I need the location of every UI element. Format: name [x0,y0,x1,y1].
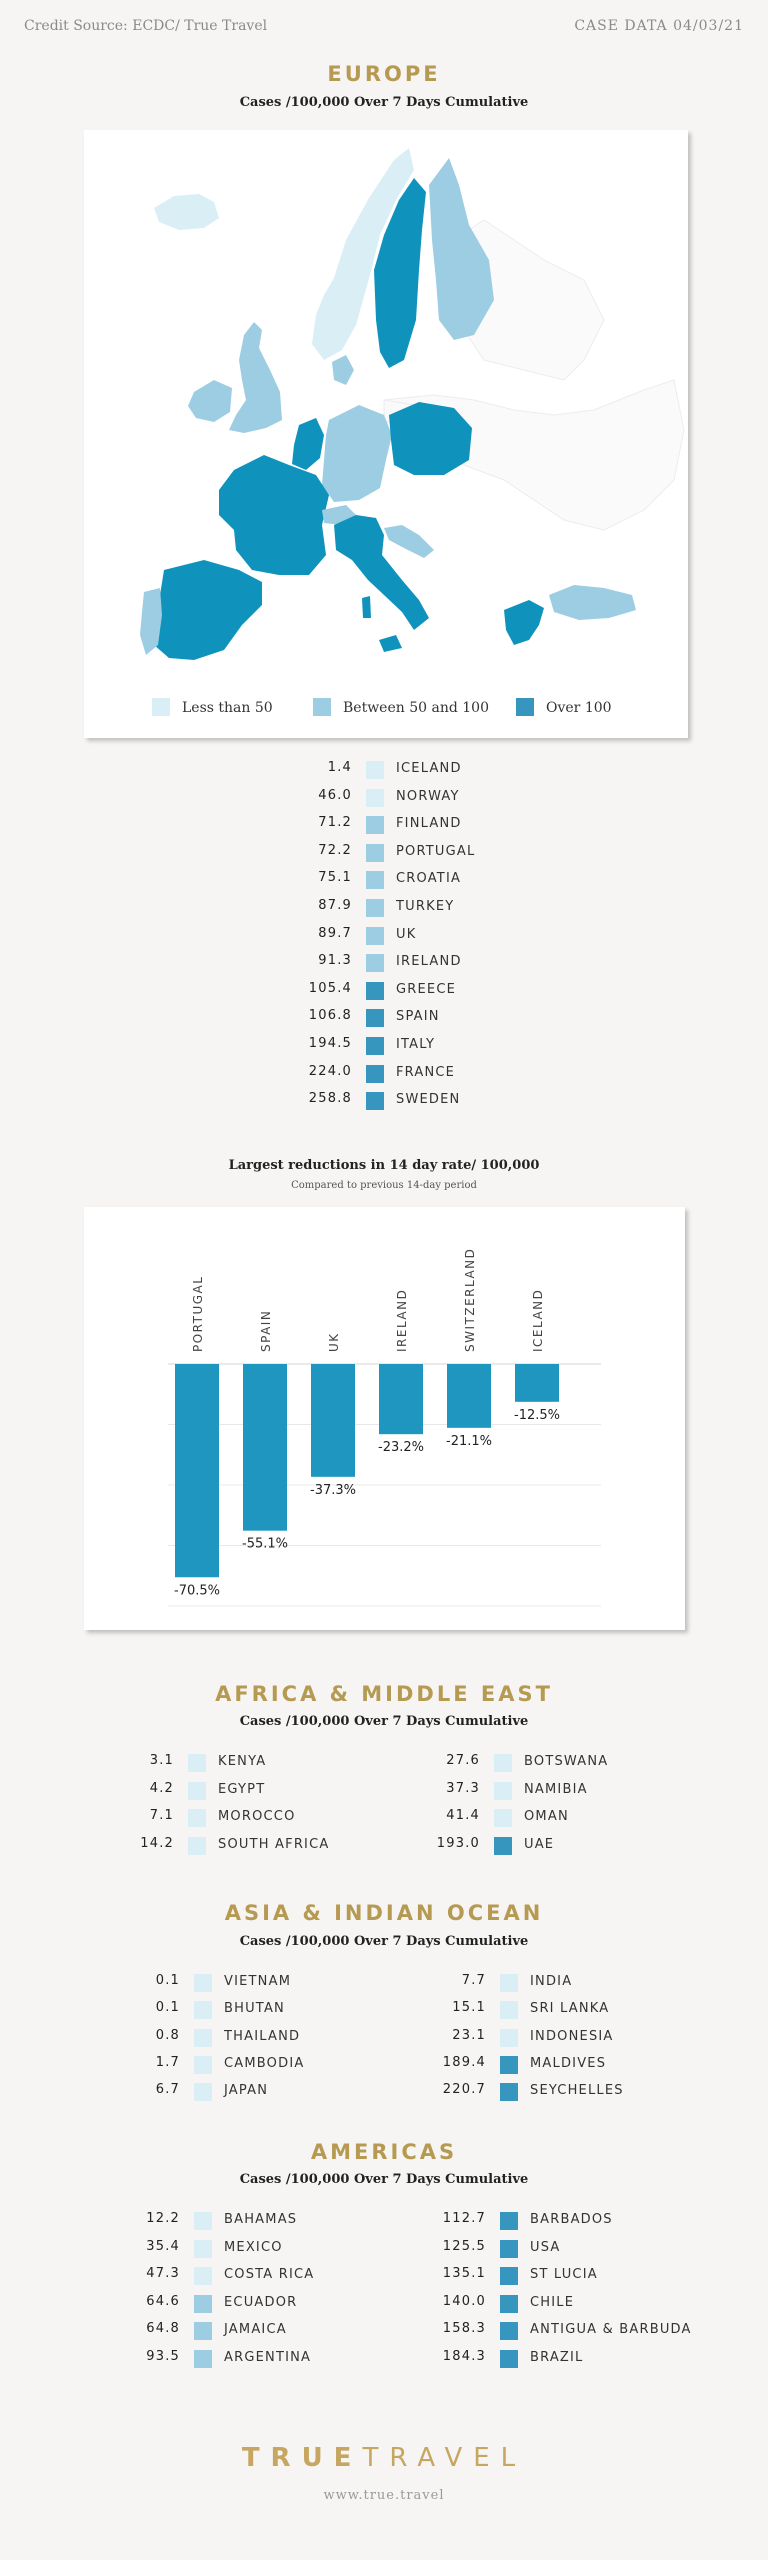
country-value: 112.7 [442,2211,486,2226]
country-value: 158.3 [442,2321,486,2337]
country-ireland [188,380,232,422]
level-swatch [366,816,384,834]
country-value: 46.0 [318,787,352,803]
asia-subtitle: Cases /100,000 Over 7 Days Cumulative [239,1934,529,1949]
bar-ireland [379,1364,423,1434]
data-label-iceland: -12.5% [514,1407,560,1423]
country-name: OMAN [524,1809,569,1824]
level-swatch [188,1782,206,1800]
level-swatch [500,2029,518,2047]
country-name: NAMIBIA [524,1781,588,1797]
country-uk [229,322,282,433]
country-name: JAPAN [224,2083,269,2099]
legend-swatch-high [516,698,534,716]
country-value: 3.1 [149,1753,174,1768]
level-swatch [366,899,384,917]
country-name: BHUTAN [224,2001,285,2017]
country-name: MALDIVES [530,2055,607,2071]
legend-mid [313,698,489,716]
legend-high [516,698,612,716]
country-name: MEXICO [224,2239,283,2255]
legend-low [152,698,273,716]
level-swatch [366,844,384,862]
country-value: 135.1 [442,2266,486,2282]
legend-low-label: Less than 50 [182,700,273,716]
level-swatch [500,2350,518,2368]
brand-logo-travel: TRAVEL [362,2443,527,2473]
country-value: 37.3 [446,1780,480,1796]
level-swatch [194,2083,212,2101]
country-italy-sardinia [362,596,371,618]
reduction-bar-chart [84,1207,685,1630]
country-name: BARBADOS [530,2212,613,2227]
data-label-portugal: -70.5% [174,1583,220,1599]
country-value: 27.6 [446,1753,480,1768]
country-name: THAILAND [224,2028,301,2044]
level-swatch [188,1837,206,1855]
level-swatch [366,1009,384,1027]
country-name: SEYCHELLES [530,2083,624,2099]
country-name: NORWAY [396,788,460,804]
level-swatch [500,2001,518,2019]
level-swatch [194,2029,212,2047]
country-value: 106.8 [308,1008,352,1024]
country-value: 89.7 [318,925,352,941]
bar-uk [311,1364,355,1477]
country-name: IRELAND [396,954,462,970]
country-value: 87.9 [318,898,352,913]
country-value: 125.5 [442,2238,486,2254]
country-name: CROATIA [396,871,462,887]
level-swatch [366,1065,384,1083]
bar-iceland [515,1364,559,1402]
country-name: KENYA [218,1754,267,1769]
level-swatch [366,927,384,945]
category-label-iceland: ICELAND [531,1288,545,1352]
level-swatch [494,1782,512,1800]
level-swatch [194,2056,212,2074]
data-label-ireland: -23.2% [378,1440,424,1456]
country-germany [322,405,392,502]
country-value: 140.0 [442,2293,486,2309]
country-value: 224.0 [308,1063,352,1079]
level-swatch [494,1754,512,1772]
country-value: 93.5 [146,2349,180,2364]
level-swatch [500,2212,518,2230]
country-denmark [332,355,354,385]
country-value: 15.1 [452,2000,486,2016]
country-name: BOTSWANA [524,1754,609,1769]
level-swatch [194,2322,212,2340]
country-name: COSTA RICA [224,2267,315,2283]
country-value: 220.7 [442,2082,486,2098]
country-value: 23.1 [452,2027,486,2043]
country-name: SRI LANKA [530,2001,610,2017]
legend-mid-label: Between 50 and 100 [343,700,489,716]
level-swatch [500,2267,518,2285]
africa-subtitle: Cases /100,000 Over 7 Days Cumulative [239,1714,529,1729]
legend-swatch-mid [313,698,331,716]
country-greece [504,600,544,645]
country-name: UAE [524,1836,555,1852]
level-swatch [366,789,384,807]
category-label-ireland: IRELAND [395,1288,409,1352]
country-name: SWEDEN [396,1092,461,1108]
country-turkey [549,585,636,620]
country-name: UK [396,926,417,942]
country-value: 64.6 [146,2293,180,2309]
country-value: 4.2 [149,1780,174,1796]
chart-subtitle: Compared to previous 14-day period [291,1180,477,1191]
country-name: CAMBODIA [224,2055,305,2071]
country-value: 0.8 [155,2027,180,2043]
country-iceland [154,194,219,230]
category-label-portugal: PORTUGAL [191,1275,205,1352]
country-value: 1.7 [155,2054,180,2070]
brand-logo-true: TRUE [241,2443,363,2473]
level-swatch [366,954,384,972]
country-croatia [384,525,434,558]
country-value: 0.1 [155,1973,180,1988]
country-value: 1.4 [327,760,352,775]
country-italy [334,515,429,630]
level-swatch [494,1837,512,1855]
level-swatch [194,2350,212,2368]
country-name: ST LUCIA [530,2267,598,2283]
country-value: 194.5 [308,1036,352,1051]
level-swatch [366,1092,384,1110]
level-swatch [366,982,384,1000]
asia-title: ASIA & INDIAN OCEAN [224,1901,544,1925]
country-name: CHILE [530,2294,575,2310]
level-swatch [194,2295,212,2313]
europe-map [84,130,688,685]
country-name: JAMAICA [224,2322,287,2338]
country-name: INDIA [530,1974,573,1989]
legend-swatch-low [152,698,170,716]
country-name: ARGENTINA [224,2350,312,2365]
bar-portugal [175,1364,219,1577]
footer-url[interactable]: www.true.travel [323,2488,445,2503]
europe-subtitle: Cases /100,000 Over 7 Days Cumulative [239,95,529,110]
country-value: 72.2 [318,842,352,858]
country-name: TURKEY [396,899,455,914]
level-swatch [194,2001,212,2019]
country-value: 193.0 [436,1835,480,1851]
level-swatch [500,2083,518,2101]
country-value: 0.1 [155,2000,180,2016]
category-label-uk: UK [327,1332,341,1352]
europe-title: EUROPE [327,62,441,86]
country-name: MOROCCO [218,1809,296,1824]
brand-logo [0,2443,768,2473]
map-legend [84,698,688,718]
country-value: 14.2 [140,1835,174,1851]
country-italy-sicily [379,635,402,652]
level-swatch [194,1974,212,1992]
data-label-uk: -37.3% [310,1482,356,1498]
level-swatch [500,1974,518,1992]
level-swatch [366,1037,384,1055]
country-name: SOUTH AFRICA [218,1836,330,1852]
legend-high-label: Over 100 [546,700,612,716]
country-name: FINLAND [396,816,462,832]
country-france [219,455,329,575]
data-label-spain: -55.1% [242,1536,288,1552]
country-value: 64.8 [146,2321,180,2337]
country-name: ITALY [396,1037,436,1052]
level-swatch [194,2212,212,2230]
country-value: 35.4 [146,2238,180,2254]
country-name: EGYPT [218,1781,266,1797]
africa-title: AFRICA & MIDDLE EAST [215,1682,553,1706]
level-swatch [194,2240,212,2258]
bar-switzerland [447,1364,491,1428]
country-value: 75.1 [318,870,352,886]
category-label-spain: SPAIN [259,1309,273,1352]
country-value: 91.3 [318,953,352,969]
level-swatch [500,2240,518,2258]
level-swatch [188,1754,206,1772]
country-name: BRAZIL [530,2350,584,2365]
country-name: ANTIGUA & BARBUDA [530,2322,692,2338]
level-swatch [366,761,384,779]
country-spain [154,560,262,660]
reduction-chart-panel [84,1207,685,1630]
country-name: VIETNAM [224,1974,292,1989]
country-name: FRANCE [396,1064,456,1080]
country-value: 7.7 [461,1973,486,1988]
level-swatch [366,871,384,889]
credit-source: Credit Source: ECDC/ True Travel [24,18,268,34]
country-value: 7.1 [149,1808,174,1823]
level-swatch [500,2322,518,2340]
country-value: 12.2 [146,2211,180,2226]
country-name: ICELAND [396,761,462,776]
country-value: 71.2 [318,815,352,831]
country-value: 258.8 [308,1091,352,1107]
country-value: 6.7 [155,2082,180,2098]
top-bar [24,18,744,38]
country-name: INDONESIA [530,2028,614,2044]
country-name: SPAIN [396,1009,440,1025]
americas-title: AMERICAS [310,2140,458,2164]
level-swatch [494,1809,512,1827]
country-value: 41.4 [446,1808,480,1823]
country-name: PORTUGAL [396,843,476,859]
category-label-switzerland: SWITZERLAND [463,1247,477,1352]
level-swatch [500,2295,518,2313]
country-netherlands-belgium [292,418,324,470]
country-value: 184.3 [442,2349,486,2364]
level-swatch [188,1809,206,1827]
country-value: 47.3 [146,2266,180,2282]
case-data-date: CASE DATA 04/03/21 [574,18,744,34]
level-swatch [194,2267,212,2285]
data-label-switzerland: -21.1% [446,1433,492,1449]
country-name: GREECE [396,981,457,997]
country-name: BAHAMAS [224,2212,298,2227]
europe-map-panel [84,130,688,738]
country-value: 105.4 [308,980,352,996]
bar-spain [243,1364,287,1531]
country-value: 189.4 [442,2054,486,2070]
country-name: USA [530,2239,561,2255]
country-name: ECUADOR [224,2294,298,2310]
level-swatch [500,2056,518,2074]
americas-subtitle: Cases /100,000 Over 7 Days Cumulative [239,2172,529,2187]
chart-title: Largest reductions in 14 day rate/ 100,000 [228,1158,540,1173]
